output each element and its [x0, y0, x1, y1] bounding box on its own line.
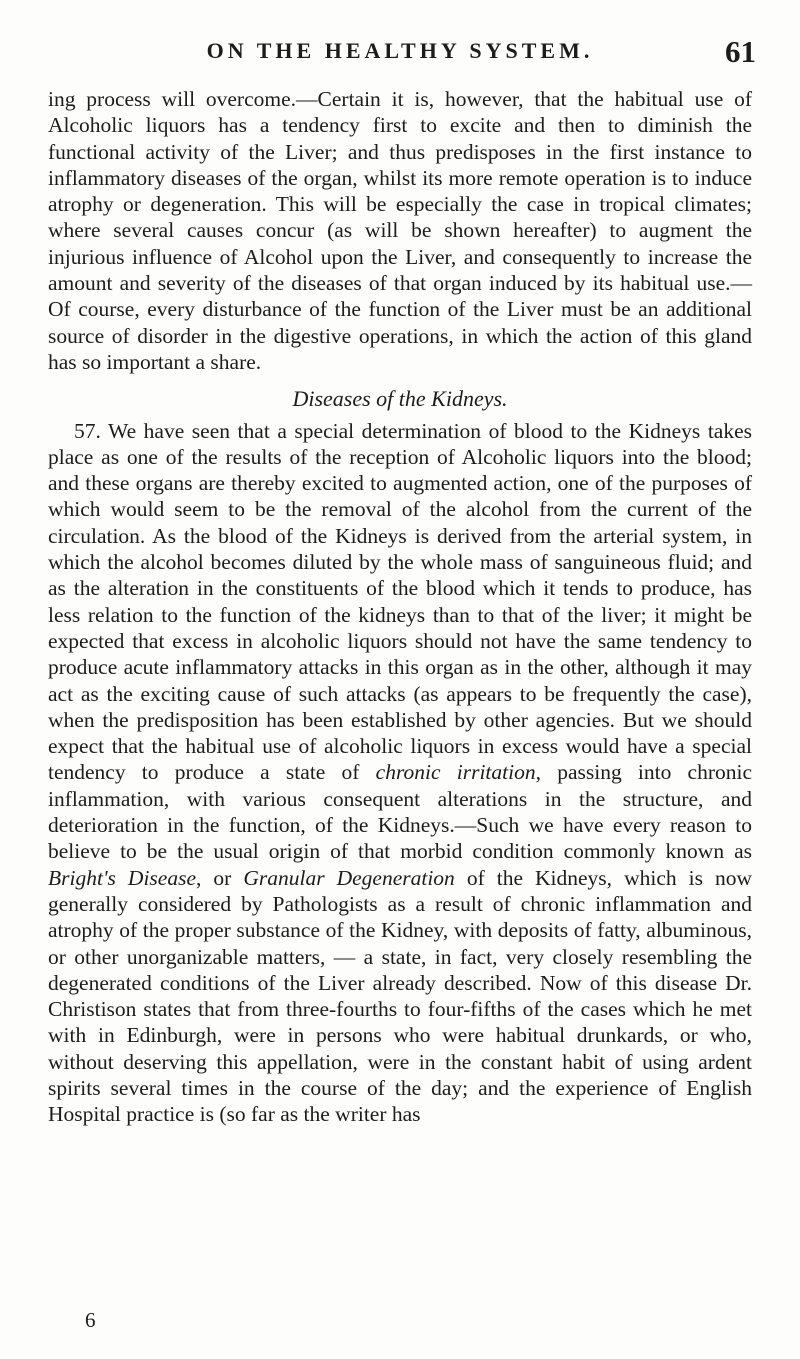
- text-run: , passing into chronic inflammation, with various consequent alterations in the structure, and deterioration in the function, of the Kidneys.—Such we have every reason to believe to be the usual origin of that morbid condition commonly known as: [48, 760, 753, 864]
- paragraph-liver-continued: ing process will overcome.—Certain it is, however, that the habitual use of Alcoholic liquors has a tendency first to excite and then to diminish the functional activity of the Liver; and thus predisposes in the first instance to inflammatory diseases of the organ, whilst its more remote operation is to induce atrophy or degeneration. This will be especially the case in tropical climates; where several causes concur (as will be shown hereafter) to augment the injurious influence of Alcohol upon the Liver, and consequently to increase the amount and severity of the diseases of that organ induced by its habitual use.—Of course, every disturbance of the function of the Liver must be an additional source of disorder in the digestive operations, in which the action of this gland has so important a share.: [48, 87, 752, 374]
- paragraph-kidneys: [48, 418, 752, 1128]
- text-run: , or: [196, 865, 232, 890]
- italic-term: Granular Degeneration: [243, 865, 455, 890]
- text-run: of the Kidneys, which is now generally considered by Pathologists as a result of chronic inflammation and atrophy of the proper substance of the Kidney, with deposits of fatty, albuminous, or other unorganizable matters, — a state, in fact, very closely resembling the degenerated conditions of the Liver already described. Now of this disease Dr. Christison states that from three-fourths to four-fifths of the cases which he met with in Edinburgh, were in persons who were habitual drunkards, or who, without deserving this appellation, were in the constant habit of using ardent spirits several times in the course of the day; and the experience of English Hospital practice is (so far as the writer has: [48, 865, 753, 1127]
- italic-term: chronic irritation: [375, 760, 536, 785]
- section-heading: Diseases of the Kidneys.: [292, 386, 508, 412]
- text-run: 57. We have seen that a special determination of blood to the Kidneys takes place as one of the results of the reception of Alcoholic liquors into the blood; and these organs are thereby excited to augmented action, one of the purposes of which would seem to be the removal of the alcohol from the current of the circulation. As the blood of the Kidneys is derived from the arterial system, in which the alcohol becomes diluted by the whole mass of sanguineous fluid; and as the alteration in the constituents of the blood which it tends to produce, has less relation to the function of the kidneys than to that of the liver; it might be expected that excess in alcoholic liquors should not have the same tendency to produce acute inflammatory attacks in this organ as in the other, although it may act as the exciting cause of such attacks (as appears to be frequently the case), when the predisposition has been established by other agencies. But we should expect that the habitual use of alcoholic liquors in excess would have a special tendency to produce a state of: [48, 418, 752, 785]
- page-number: 61: [725, 34, 756, 69]
- body-text: [48, 86, 752, 1128]
- italic-term: Bright's Disease: [48, 865, 196, 890]
- running-title: ON THE HEALTHY SYSTEM.: [206, 38, 594, 63]
- signature-mark: 6: [85, 1308, 96, 1332]
- running-head: [44, 34, 756, 74]
